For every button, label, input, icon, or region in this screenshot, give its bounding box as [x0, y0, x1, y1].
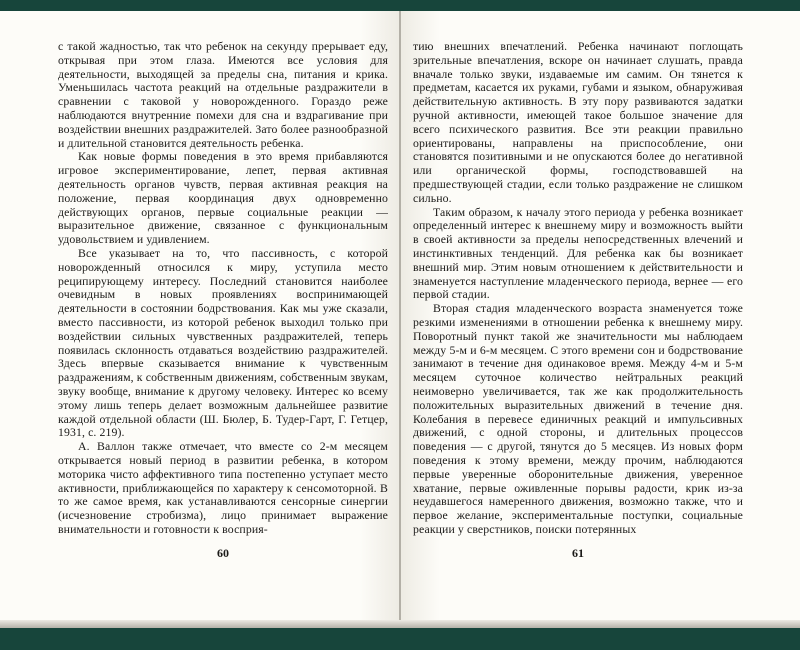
page-number-left: 60	[217, 545, 229, 560]
paragraph: тию внешних впечатлений. Ребенка начинают поглощать зрительные впечатления, вскоре он начинает слушать, правда вначале только звуки, издаваемые им самим. Он тянется к предметам, касается их руками, губами и языком, обнаруживая действительную активность. В эту пору развиваются задатки ручной активности, имеющей такое большое значение для всего психического развития. Все эти реакции правильно ориентированы, направлены на приспособление, они становятся позитивными и не опускаются более до негативной или органической формы, господствовавшей на предшествующей стадии, если только раздражение не слишком сильно.	[413, 39, 743, 205]
paragraph: Как новые формы поведения в это время прибавляются игровое экспериментирование, лепет, первая активная деятельность органов чувств, первая активная реакция на положение, первая координация двух одновременно действующих органов, первые социальные реакции — выразительное движение, связанное с функциональным удовольствием и удивлением.	[58, 149, 388, 247]
page-number-right: 61	[572, 545, 584, 560]
paragraph: Все указывает на то, что пассивность, с которой новорожденный относился к миру, уступила место реципирующему интересу. Последний становится наиболее очевидным в новых проявлениях воспринимающей деятельности в состоянии бодрствования. Как мы уже сказали, вместо пассивности, из которой ребенок выходил только при воздействии сильных чувственных раздражителей, теперь появилась склонность отдаваться воздействию раздражителей. Здесь впервые сказывается внимание к чувственным раздражениям, к собственным движениям, собственным звукам, звуку вообще, внимание к другому человеку. Интерес ко всему этому лишь теперь делает возможным дальнейшее развитие каждой отдельной области (Ш. Бюлер, Б. Тудер-Гарт, Г. Гетцер, 1931, с. 219).	[58, 245, 388, 440]
book-gutter	[399, 11, 401, 620]
left-page	[0, 11, 400, 620]
right-page-text	[413, 40, 743, 537]
paragraph: А. Валлон также отмечает, что вместе со 2-м месяцем открывается новый период в развитии ребенка, в котором моторика чисто аффективного типа постепенно уступает место активности, приближающейся по характеру к сенсомоторной. В то же самое время, как устанавливаются сенсорные синергии (исчезновение стробизма), лицо принимает выражение внимательности и готовности к восприя-	[58, 439, 388, 536]
paragraph: с такой жадностью, так что ребенок на секунду прерывает еду, открывая при этом глаза. Имеются все условия для деятельности, выходящей за пределы сна, питания и крика. Уменьшилась частота реакций на отдельные раздражители в сравнении с таковой у новорожденного. Гораздо реже наблюдаются внутренние помехи для сна и вздрагивание при воздействии внешних раздражителей. Зато более разнообразной и длительной становится деятельность ребенка.	[58, 39, 388, 150]
paragraph: Вторая стадия младенческого возраста знаменуется тоже резкими изменениями в отношении ребенка к внешнему миру. Поворотный пункт такой же значительности мы наблюдаем между 5-м и 6-м месяцем. С этого времени сон и бодрствование занимают в течение дня одинаковое время. Между 4-м и 5-м месяцем суточное количество нейтральных реакций неимоверно увеличивается, так же как продолжительность положительных выразительных движений в течение дня. Колебания в перевесе единичных реакций и импульсивных движений, с одной стороны, и длительных процессов поведения — с другой, тянутся до 5 месяцев. Из новых форм поведения к этому времени, между прочим, наблюдаются первые уверенные оборонительные движения, уверенное хватание, первые оживленные порывы радости, крик из-за неудавшегося намеренного движения, возможно также, что и первое желание, экспериментальные поступки, социальные реакции у сверстников, поиски потерянных	[413, 301, 743, 536]
background-top-band	[0, 0, 800, 11]
page-edges	[0, 620, 800, 628]
right-page	[400, 11, 800, 620]
paragraph: Таким образом, к началу этого периода у ребенка возникает определенный интерес к внешнему миру и возможность выйти в своей активности за пределы непосредственных влечений и инстинктивных тенденций. Для ребенка как бы возникает внешний мир. Этим новым отношением к действительности и знаменуется наступление младенческого периода, вернее — его первой стадии.	[413, 204, 743, 302]
left-page-text	[58, 40, 388, 537]
background-bottom-band	[0, 628, 800, 650]
